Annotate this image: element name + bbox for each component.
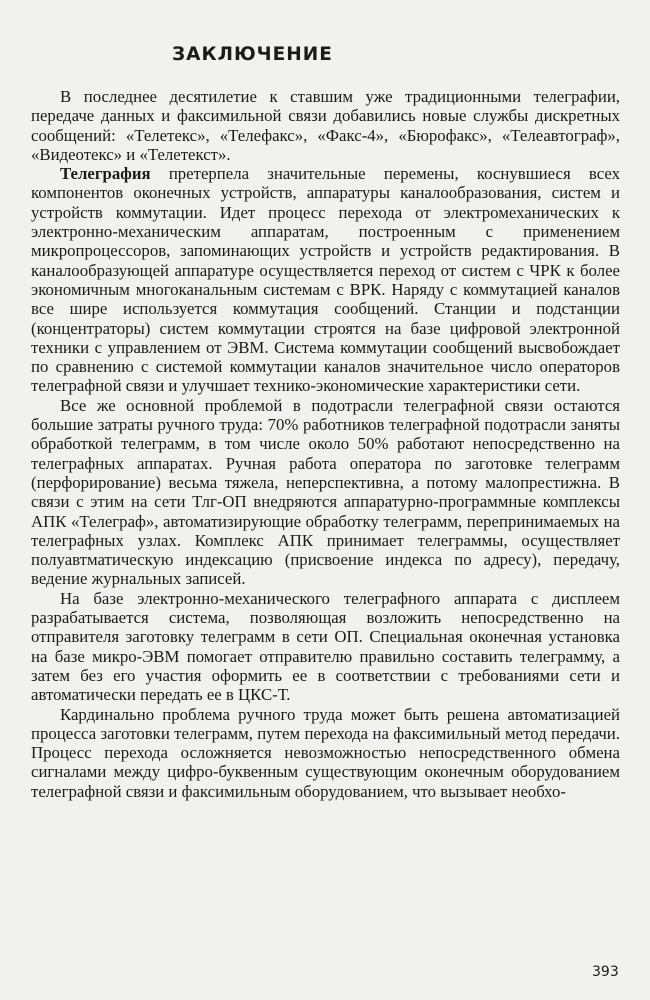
paragraph-2	[31, 164, 620, 396]
paragraph-4-text: На базе электронно-механического телеграфного аппарата с дисплеем разрабатывается система, позволяющая возложить непосредственно на отправителя заготовку телеграмм в сети ОП. Специальная оконечная установка на базе микро-ЭВМ помогает отправителю правильно составить телеграмму, а затем без его участия оформить ее в соответствии с требованиями сети и автоматически передать ее в ЦКС-Т.	[31, 588, 620, 705]
paragraph-1	[31, 87, 620, 164]
body-text	[31, 87, 620, 801]
paragraph-3	[31, 396, 620, 589]
paragraph-2-lead: Телеграфия	[60, 164, 151, 184]
page-number: 393	[592, 964, 619, 980]
paragraph-4	[31, 589, 620, 705]
paragraph-3-text: Все же основной проблемой в подотрасли телеграфной связи остаются большие затраты ручного труда: 70% работников телеграфной подотрасли заняты обработкой телеграмм, в том числе около 50% работают непосредственно на телеграфных аппаратах. Ручная работа оператора по заготовке телеграмм (перфорирование) весьма тяжела, неперспективна, а потому малопрестижна. В связи с этим на сети Тлг-ОП внедряются аппаратурно-программные комплексы АПК «Телеграф», автоматизирующие обработку телеграмм, перепринимаемых на телеграфных узлах. Комплекс АПК принимает телеграммы, осуществляет полуавтматическую индексацию (присвоение индекса по адресу), передачу, ведение журнальных записей.	[31, 395, 620, 589]
chapter-heading: ЗАКЛЮЧЕНИЕ	[172, 44, 333, 65]
paragraph-5	[31, 705, 620, 801]
paragraph-2-text: претерпела значительные перемены, коснувшиеся всех компонентов оконечных устройств, аппаратуры каналообразования, систем и устройств коммутации. Идет процесс перехода от электромеханических к электронно-механическим аппаратам, построенным с применением микропроцессоров, запоминающих устройств и устройств редактирования. В каналообразующей аппаратуре осуществляется переход от систем с ЧРК к более экономичным многоканальным системам с ВРК. Наряду с коммутацией каналов все шире используется коммутация сообщений. Станции и подстанции (концентраторы) систем коммутации строятся на базе цифровой электронной техники с управлением от ЭВМ. Система коммутации сообщений высвобождает по сравнению с системой коммутации каналов значительное число операторов телеграфной связи и улучшает технико-экономические характеристики сети.	[31, 164, 620, 396]
paragraph-5-text: Кардинально проблема ручного труда может быть решена автоматизацией процесса заготовки телеграмм, путем перехода на факсимильный метод передачи. Процесс перехода осложняется невозможностью непосредственного обмена сигналами между цифро-буквенным существующим оконечным оборудованием телеграфной связи и факсимильным оборудованием, что вызывает необхо-	[31, 704, 620, 801]
paragraph-1-text: В последнее десятилетие к ставшим уже традиционными телеграфии, передаче данных и факсимильной связи добавились новые службы дискретных сообщений: «Телетекс», «Телефакс», «Факс-4», «Бюрофакс», «Телеавтограф», «Видеотекс» и «Телетекст».	[31, 87, 620, 164]
